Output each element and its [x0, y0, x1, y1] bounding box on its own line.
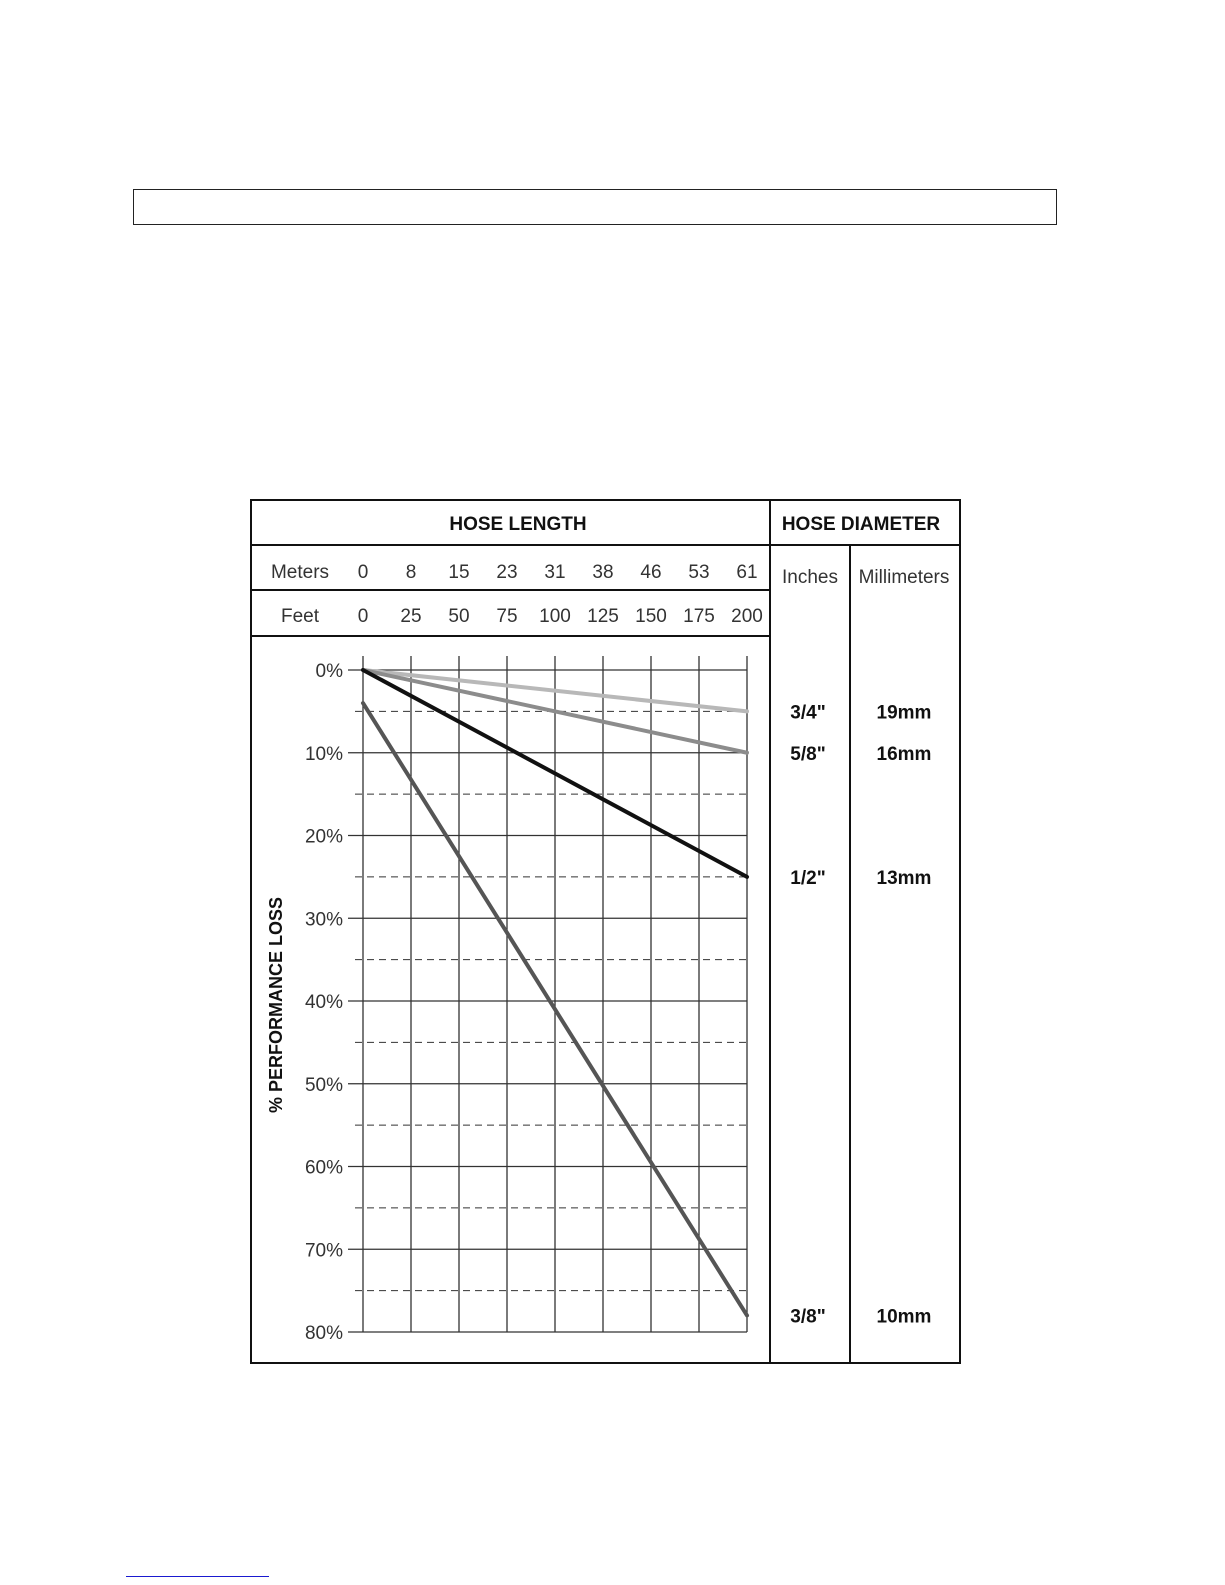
meters-tick-label: 61	[736, 562, 758, 583]
feet-tick-label: 200	[731, 606, 763, 627]
y-tick-label: 10%	[304, 743, 343, 765]
meters-tick-label: 15	[448, 562, 470, 583]
y-tick-label: 60%	[304, 1157, 343, 1179]
feet-tick-label: 125	[587, 606, 619, 627]
meters-tick-label: 53	[688, 562, 710, 583]
feet-tick-label: 25	[400, 606, 422, 627]
feet-tick-label: 150	[635, 606, 667, 627]
feet-tick-label: 50	[448, 606, 470, 627]
y-tick-label: 80%	[304, 1323, 343, 1344]
y-tick-label: 20%	[304, 826, 343, 848]
chart-frame	[251, 500, 960, 1363]
meters-tick-label: 0	[357, 562, 369, 583]
feet-row-label: Feet	[280, 606, 320, 627]
meters-tick-label: 31	[544, 562, 566, 583]
feet-tick-label: 100	[539, 606, 571, 627]
inches-column-label: Inches	[782, 567, 838, 588]
hose-diameter-header: HOSE DIAMETER	[781, 514, 941, 535]
x-tick-labels	[358, 562, 763, 627]
meters-tick-label: 23	[496, 562, 518, 583]
hose-length-header: HOSE LENGTH	[449, 514, 587, 535]
millimeters-label: 16mm	[876, 743, 932, 765]
y-tick-label: 0%	[315, 661, 343, 682]
inches-label: 3/4"	[790, 702, 826, 724]
y-tick-label: 40%	[304, 992, 343, 1013]
y-tick-label: 50%	[304, 1074, 343, 1096]
meters-tick-label: 38	[592, 562, 614, 583]
diameter-labels	[790, 702, 931, 1327]
meters-tick-label: 46	[640, 562, 662, 583]
feet-tick-label: 0	[357, 606, 369, 627]
y-axis-title: % PERFORMANCE LOSS	[266, 896, 286, 1114]
feet-tick-label: 75	[496, 606, 518, 627]
meters-tick-label: 8	[405, 562, 417, 583]
inches-label: 3/8"	[790, 1306, 826, 1328]
meters-row-label: Meters	[270, 562, 330, 583]
millimeters-label: 13mm	[876, 867, 932, 889]
y-tick-label: 30%	[304, 909, 343, 931]
inches-label: 5/8"	[790, 743, 826, 765]
inches-label: 1/2"	[790, 867, 826, 889]
millimeters-label: 10mm	[876, 1306, 932, 1328]
feet-tick-label: 175	[683, 606, 715, 627]
y-tick-labels	[305, 661, 343, 1344]
millimeters-label: 19mm	[876, 702, 932, 724]
millimeters-column-label: Millimeters	[858, 567, 950, 588]
y-tick-label: 70%	[304, 1240, 343, 1262]
